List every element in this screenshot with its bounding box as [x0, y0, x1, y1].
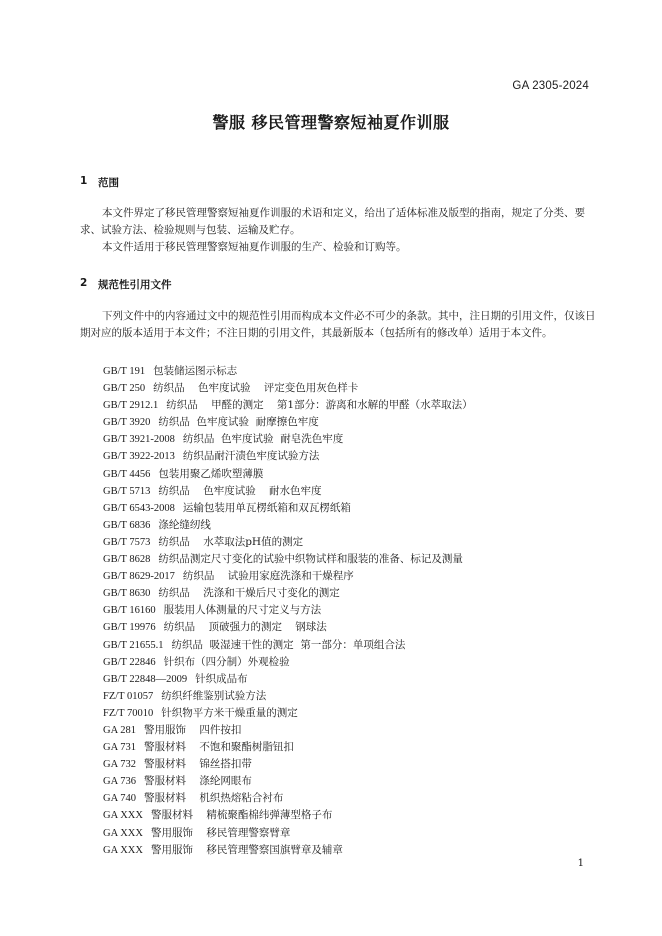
reference-item — [103, 825, 603, 842]
reference-item — [103, 842, 603, 859]
reference-title: 警服材料 锦丝搭扣带 — [143, 758, 252, 771]
reference-title: 警用服饰 移民管理警察臂章 — [150, 826, 291, 839]
reference-item — [103, 551, 603, 568]
reference-item — [103, 568, 603, 585]
reference-title: 包装用聚乙烯吹塑薄膜 — [158, 467, 264, 480]
reference-title: 针织物平方米干燥重量的测定 — [161, 706, 298, 719]
reference-code: GB/T 7573 — [103, 536, 151, 548]
reference-code: GB/T 8629-2017 — [103, 571, 175, 583]
reference-item — [103, 466, 603, 483]
reference-code: GB/T 5713 — [103, 485, 151, 497]
reference-item — [103, 534, 603, 551]
reference-title: 警服材料 精梳聚酯棉纬弹薄型格子布 — [150, 809, 333, 822]
reference-item — [103, 363, 603, 380]
reference-title: 纺织品 甲醛的测定 第1部分：游离和水解的甲醛（水萃取法） — [166, 399, 473, 412]
reference-title: 纺织品 顶破强力的测定 钢球法 — [163, 621, 327, 634]
reference-code: GB/T 22846 — [103, 656, 156, 668]
paragraph: 本文件适用于移民管理警察短袖夏作训服的生产、检验和订购等。 — [102, 241, 407, 253]
document-title: 警服 移民管理警察短袖夏作训服 — [212, 113, 450, 132]
reference-code: GA XXX — [103, 844, 143, 856]
reference-code: GA 281 — [103, 724, 136, 736]
reference-item — [103, 739, 603, 756]
reference-code: GB/T 250 — [103, 383, 146, 395]
section-heading-scope — [80, 175, 119, 190]
reference-code: GA 731 — [103, 742, 136, 754]
reference-item — [103, 500, 603, 517]
reference-item — [103, 807, 603, 824]
reference-item — [103, 414, 603, 431]
reference-code: GB/T 8630 — [103, 588, 151, 600]
reference-item — [103, 585, 603, 602]
reference-title: 警用服饰 移民管理警察国旗臂章及辅章 — [150, 843, 343, 856]
section-title: 规范性引用文件 — [98, 279, 172, 291]
reference-title: 纺织品 色牢度试验 耐皂洗色牢度 — [182, 433, 344, 446]
reference-code: GA 732 — [103, 759, 136, 771]
reference-code: GB/T 19976 — [103, 622, 156, 634]
reference-title: 警服材料 不饱和聚酯树脂钮扣 — [143, 741, 294, 754]
reference-item — [103, 517, 603, 534]
reference-item — [103, 431, 603, 448]
reference-code: GB/T 22848—2009 — [103, 673, 188, 685]
reference-title: 纺织纤维鉴别试验方法 — [161, 689, 267, 702]
reference-title: 纺织品 色牢度试验 耐摩擦色牢度 — [158, 416, 319, 429]
reference-title: 警用服饰 四件按扣 — [143, 723, 242, 736]
reference-code: GB/T 3921-2008 — [103, 434, 175, 446]
references-intro — [80, 308, 600, 342]
reference-title: 包装储运图示标志 — [153, 365, 238, 377]
reference-code: GA 736 — [103, 776, 136, 788]
reference-item — [103, 773, 603, 790]
reference-item — [103, 602, 603, 619]
reference-item — [103, 448, 603, 465]
reference-title: 纺织品 吸湿速干性的测定 第一部分：单项组合法 — [171, 638, 406, 651]
reference-title: 涤纶缝纫线 — [158, 518, 211, 531]
reference-code: GB/T 3922-2013 — [103, 451, 175, 463]
reference-title: 纺织品 试验用家庭洗涤和干燥程序 — [182, 570, 354, 583]
reference-code: GA 740 — [103, 793, 136, 805]
reference-title: 纺织品耐汗渍色牢度试验方法 — [182, 450, 320, 463]
reference-title: 警服材料 涤纶网眼布 — [143, 775, 252, 788]
reference-item — [103, 397, 603, 414]
reference-code: GB/T 2912.1 — [103, 400, 159, 412]
paragraph: 本文件界定了移民管理警察短袖夏作训服的术语和定义，给出了适体标准及版型的指南，规定了分类、要求、试验方法、检验规则与包装、运输及贮存。 — [80, 207, 585, 236]
page-number: 1 — [577, 858, 584, 869]
reference-item — [103, 619, 603, 636]
reference-code: GB/T 21655.1 — [103, 639, 164, 651]
reference-item — [103, 756, 603, 773]
section-heading-normative-references — [80, 277, 172, 292]
reference-code: GB/T 6543-2008 — [103, 502, 175, 514]
section-title: 范围 — [98, 177, 119, 189]
reference-title: 针织布（四分制）外观检验 — [163, 655, 290, 668]
reference-item — [103, 722, 603, 739]
reference-title: 运输包装用单瓦楞纸箱和双瓦楞纸箱 — [182, 501, 351, 514]
reference-code: FZ/T 70010 — [103, 707, 154, 719]
reference-title: 纺织品 色牢度试验 耐水色牢度 — [158, 484, 322, 497]
scope-text — [80, 205, 600, 256]
reference-code: FZ/T 01057 — [103, 690, 154, 702]
paragraph: 下列文件中的内容通过文中的规范性引用而构成本文件必不可少的条款。其中，注日期的引用文件，仅该日期对应的版本适用于本文件；不注日期的引用文件，其最新版本（包括所有的修改单）适用于本文件。 — [80, 310, 596, 339]
reference-code: GB/T 3920 — [103, 417, 151, 429]
reference-title: 纺织品 色牢度试验 评定变色用灰色样卡 — [153, 382, 359, 395]
reference-code: GB/T 8628 — [103, 554, 151, 566]
reference-item — [103, 705, 603, 722]
section-number: 2 — [80, 277, 88, 289]
reference-list — [103, 363, 603, 859]
reference-code: GB/T 4456 — [103, 468, 151, 480]
standard-code: GA 2305-2024 — [512, 80, 589, 92]
reference-title: 警服材料 机织热熔粘合衬布 — [143, 792, 284, 805]
reference-title: 纺织品测定尺寸变化的试验中织物试样和服装的准备、标记及测量 — [158, 553, 463, 566]
section-number: 1 — [80, 175, 88, 187]
reference-item — [103, 790, 603, 807]
reference-item — [103, 671, 603, 688]
reference-code: GA XXX — [103, 810, 143, 822]
reference-item — [103, 637, 603, 654]
reference-title: 服装用人体测量的尺寸定义与方法 — [163, 604, 322, 617]
reference-code: GB/T 16160 — [103, 605, 156, 617]
reference-code: GB/T 6836 — [103, 519, 151, 531]
reference-item — [103, 483, 603, 500]
reference-item — [103, 380, 603, 397]
reference-item — [103, 688, 603, 705]
reference-code: GB/T 191 — [103, 366, 146, 377]
reference-title: 针织成品布 — [195, 672, 248, 685]
reference-title: 纺织品 水萃取法pH值的测定 — [158, 535, 304, 548]
reference-code: GA XXX — [103, 827, 143, 839]
reference-title: 纺织品 洗涤和干燥后尺寸变化的测定 — [158, 587, 340, 600]
reference-item — [103, 654, 603, 671]
